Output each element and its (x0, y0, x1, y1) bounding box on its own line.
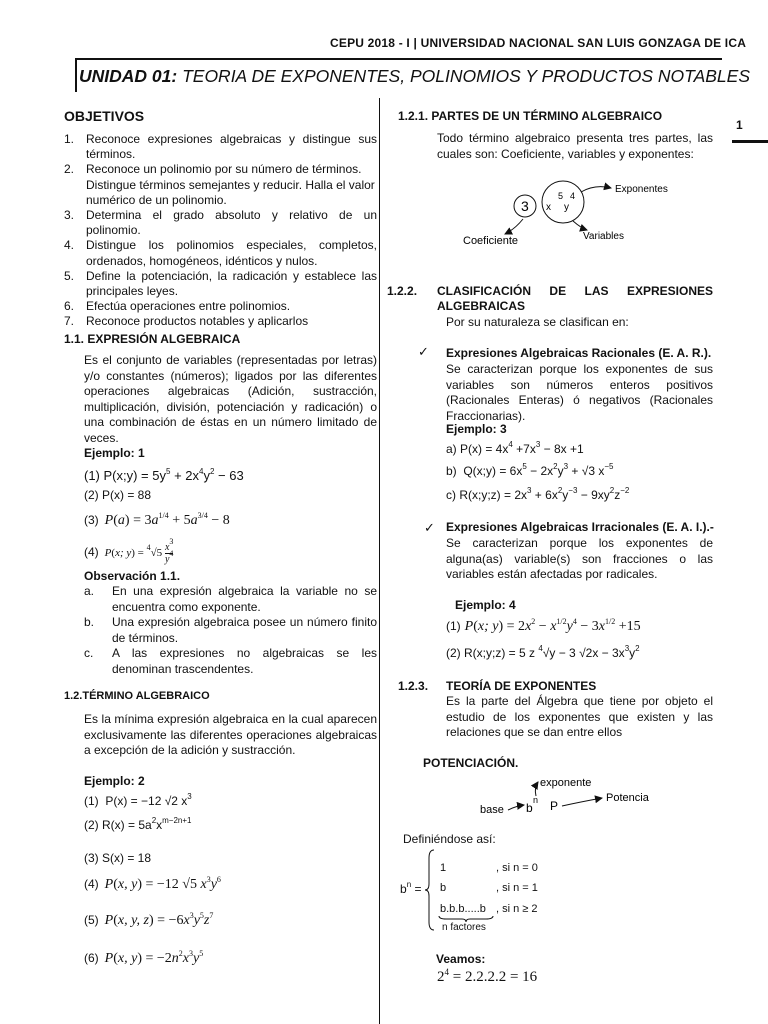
exponent-5-label: 5 (558, 191, 564, 201)
objetivos-list (64, 132, 377, 330)
term-parts-diagram (455, 166, 685, 250)
observacion-item: b. Una expresión algebraica posee un número finito de términos. (84, 615, 377, 645)
ear-heading: Expresiones Algebraicas Racionales (E. A. R.). (446, 346, 712, 360)
definiendose-text: Definiéndose así: (403, 832, 496, 846)
ejemplo-2-item-4: (4) P(x, y) = −12 √5 $x^3y^6$ (84, 875, 221, 892)
observacion-list (84, 584, 377, 677)
section-1-2-1-heading: 1.2.1. PARTES DE UN TÉRMINO ALGEBRAICO (398, 109, 663, 123)
case-row-1: b , si n = 1 (440, 882, 538, 894)
coeficiente-arrow (505, 219, 523, 234)
ejemplo-4-item-2: (2) R(x;y;z) = 5 z $^4$√y − 3 $√2x - 3x^3y^2$ (446, 644, 640, 660)
ejemplo-3-heading: Ejemplo: 3 (446, 422, 507, 436)
n-factores-label: n factores (442, 922, 486, 933)
objetivo-item: 1. Reconoce expresiones algebraicas y distingue sus términos. (64, 132, 377, 162)
observacion-item: c. A las expresiones no algebraicas se les denominan trascendentes. (84, 646, 377, 676)
variables-arrow (573, 221, 587, 230)
ejemplo-2-item-5: (5) P(x, y, $z) = -6x^3y^5z^7$ (84, 911, 214, 928)
section-1-2-3-heading: TEORÍA DE EXPONENTES (446, 679, 597, 693)
veamos-heading: Veamos: (436, 952, 486, 966)
variable-x-label: x (546, 202, 551, 213)
ejemplo-2-item-2: (2) $R(x) = 5a^2x^{m-2n+1}$ (84, 816, 192, 832)
case-row-2: b.b.b.....b , si n ≥ 2 (440, 903, 538, 915)
ejemplo-2-item-6: (6) P(x, $y) = -2n^2x^3y^5$ (84, 949, 204, 966)
potenciacion-diagram (470, 770, 690, 820)
objetivo-item: 4. Distingue los polinomios especiales, completos, ordenados, homogéneos, idénticos y nulos. (64, 238, 377, 268)
ejemplo-2-item-3: (3) S(x) = 18 (84, 851, 152, 865)
objetivo-item: 7. Reconoce productos notables y aplicarlos (64, 314, 309, 329)
ejemplo-4-item-1: (1) P(x; $y) = 2x^2 - x^{1/2}y^4 - 3x^{1/2} +15$ (446, 617, 641, 634)
header-text: CEPU 2018 - I | UNIVERSIDAD NACIONAL SAN LUIS GONZAGA DE ICA (330, 36, 747, 50)
exponentes-arrow (581, 187, 611, 192)
ejemplo-1-item-1: (1) P(x;y) = $5y^5 + 2x^4y^2 - 63$ (84, 467, 244, 483)
base-label: base (480, 804, 504, 816)
coeficiente-label: Coeficiente (463, 235, 519, 247)
ejemplo-2-item-1: (1) P(x) = −12 √2 $x^3$ (84, 792, 192, 808)
checkmark-icon: ✓ (418, 344, 429, 359)
checkmark-icon: ✓ (424, 520, 435, 535)
ejemplo-3-item-c: c) R(x;y;z) = $2x^3 + 6x^2y^{-3} - 9xy^2z^{-2}$ (446, 486, 630, 502)
eai-heading: Expresiones Algebraicas Irracionales (E. A. I.).- (446, 520, 714, 534)
potencia-p-label: P (550, 799, 559, 813)
exponentes-label: Exponentes (615, 184, 668, 195)
exponent-n-label: n (533, 795, 539, 805)
section-1-2-heading: 1.2.TÉRMINO ALGEBRAICO (64, 690, 210, 702)
variable-y-label: y (564, 202, 569, 213)
base-arrow (508, 805, 524, 810)
title-left-rule (75, 58, 77, 92)
ejemplo-1-heading: Ejemplo: 1 (84, 446, 145, 460)
section-1-1-text: Es el conjunto de variables (representadas por letras) y/o constantes (números); ligados por las diferentes operaciones algebraicas (Adición, sustracción, multiplicación, división, potenciación y radicación) o una combinación de éstas en un número limitado de veces. (84, 353, 377, 445)
observacion-heading: Observación 1.1. (84, 569, 181, 583)
ear-text: Se caracterizan porque los exponentes de sus variables son números enteros positivos (Racionales Enteras) ó negativos (Racionales Fraccionarias). (446, 362, 713, 423)
cases-brace (424, 848, 436, 932)
potencia-label: Potencia (606, 792, 649, 804)
section-1-2-2-heading: CLASIFICACIÓN DE LAS EXPRESIONES ALGEBRAICAS (437, 284, 713, 313)
veamos-expression: $2^4 = 2.2.2.2 = 16$ (437, 967, 538, 985)
ejemplo-1-item-3: (3) $P(a) = 3a^{1/4} + 5a^{3/4} - 8$ (84, 511, 230, 528)
ejemplo-3-item-a: a) $P(x) = 4x^4 +7x^3 - 8x +1$ (446, 440, 584, 456)
page-title: UNIDAD 01: TEORIA DE EXPONENTES, POLINOMIOS Y PRODUCTOS NOTABLES (79, 66, 750, 86)
exponent-4-label: 4 (570, 191, 576, 201)
exponente-label: exponente (540, 777, 592, 789)
observacion-item: a. En una expresión algebraica la variable no se encuentra como exponente. (84, 584, 377, 614)
section-1-2-text: Es la mínima expresión algebraica en la cual aparecen exclusivamente las diferentes operaciones algebraicas a excepción de la adición y sustracción. (84, 712, 377, 757)
base-b-label: b (526, 801, 533, 815)
page-number-bar (732, 140, 768, 143)
variables-label: Variables (583, 231, 624, 242)
ejemplo-3-item-b: b) Q(x;y) = $6x^5 - 2x^2y^3 + √3$ $x^{-5}$ (446, 462, 614, 478)
objetivos-heading: OBJETIVOS (64, 108, 145, 124)
ejemplo-1-item-4: (4) P(x; y) = $^4$√5 $\frac{x^3}{y^4}$ (84, 537, 174, 565)
column-divider (379, 98, 380, 1024)
section-1-2-3-text: Es la parte del Álgebra que tiene por objeto el estudio de los exponentes que existen y las relaciones que se dan entre ellos (446, 694, 713, 739)
section-1-2-1-text: Todo término algebraico presenta tres partes, las cuales son: Coeficiente, variables y exponentes: (437, 131, 713, 161)
objetivo-item: 6. Efectúa operaciones entre polinomios. (64, 299, 291, 314)
objetivo-item: 2. Reconoce un polinomio por su número de términos. Distingue términos semejantes y reducir. Halla el valor numérico de un polinomio. (64, 162, 375, 207)
objetivo-item: 5. Define la potenciación, la radicación y establece las principales leyes. (64, 268, 377, 299)
potencia-arrow (562, 798, 602, 806)
potenciacion-heading: POTENCIACIÓN. (423, 756, 519, 770)
coefficient-label: 3 (521, 198, 529, 214)
section-1-2-3-number: 1.2.3. (398, 679, 429, 693)
objetivo-item: 3. Determina el grado absoluto y relativo de un polinomio. (64, 208, 377, 238)
header-rule (75, 58, 722, 60)
section-1-1-heading: 1.1. EXPRESIÓN ALGEBRAICA (64, 332, 241, 346)
ejemplo-2-heading: Ejemplo: 2 (84, 774, 145, 788)
ejemplo-1-item-2: (2) P(x) = 88 (84, 488, 152, 502)
section-1-2-2-number: 1.2.2. (387, 284, 418, 298)
case-row-0: 1 , si n = 0 (440, 862, 538, 874)
eai-text: Se caracterizan porque los exponentes de alguna(as) variable(s) son fracciones o las variables están afectadas por radicales. (446, 536, 713, 581)
ejemplo-4-heading: Ejemplo: 4 (455, 598, 516, 612)
bn-equals: $b^n$ = (400, 880, 422, 896)
exponente-arrow (535, 782, 538, 796)
section-1-2-2-text: Por su naturaleza se clasifican en: (446, 315, 629, 329)
page-number: 1 (736, 118, 743, 132)
